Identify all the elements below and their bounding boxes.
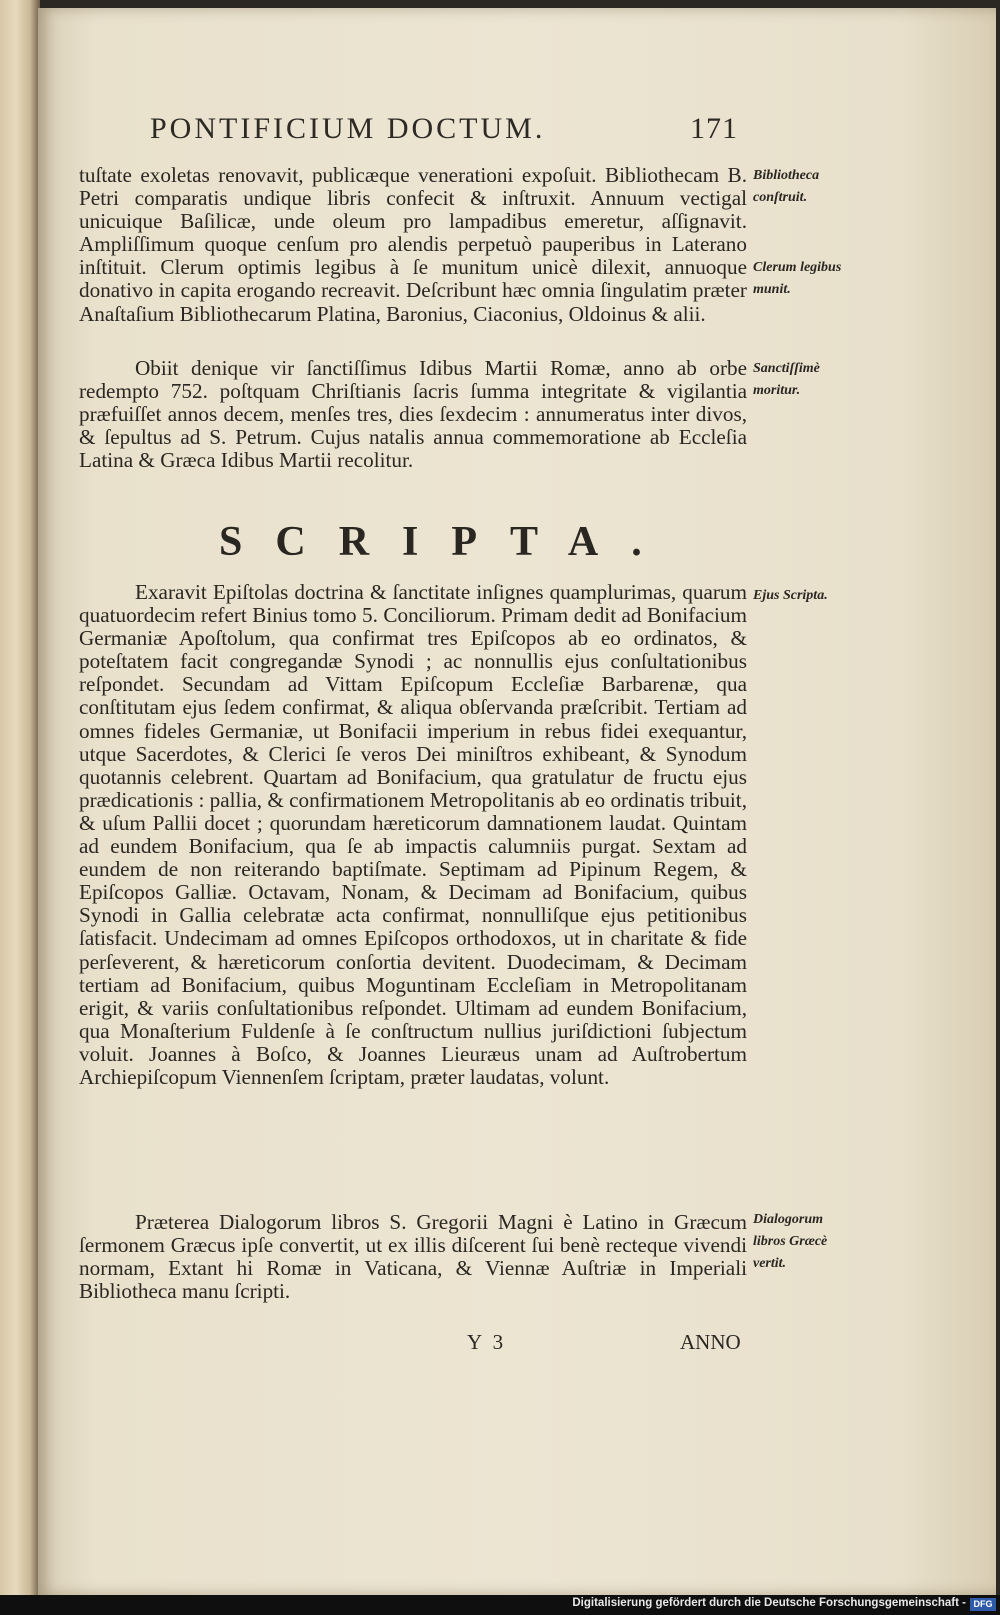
marginal-note-library: Bibliotheca conſtruit.	[753, 168, 820, 205]
paragraph-death: Obiit denique vir ſanctiſſimus Idibus Martii Romæ, anno ab orbe redempto 752. poſtquam Chriſtianis ſacris ſumma integritate & vigilantia præfuiſſet annos decem, menſes tres, dies ſexdecim : annumeratus inter divos, & ſepultus ad S. Petrum. Cujus natalis annua commemoratione ab Eccleſia Latina & Græca Idibus Martii recolitur.	[79, 356, 747, 473]
previous-page-edge	[0, 0, 40, 1595]
running-title: PONTIFICIUM DOCTUM.	[150, 112, 546, 145]
marginal-note-dialogues: Dialogorum libros Græcè vertit.	[753, 1212, 828, 1271]
digitization-footer	[0, 1595, 1000, 1615]
paragraph-dialogues: Præterea Dialogorum libros S. Gregorii Magni è Latino in Græcum ſermonem Græcus ipſe convertit, ut ex illis diſcerent ſui benè recteque vivendi normam, Extant hi Romæ in Vaticana, & Viennæ Auſtriæ in Imperiali Bibliotheca manu ſcripti.	[79, 1210, 747, 1304]
paragraph-epistles: Exaravit Epiſtolas doctrina & ſanctitate inſignes quamplurimas, quarum quatuordecim refert Binius tomo 5. Conciliorum. Primam dedit ad Bonifacium Germaniæ Apoſtolum, qua confirmat tres Epiſcopos ab eo ordinatos, & poteſtatem facit congregandæ Synodi ; ac nonnullis ejus conſultationibus reſpondet. Secundam ad Vittam Epiſcopum Eccleſiæ Barbarenæ, qua conſtitutam ejus ſedem confirmat, & aliqua obſervanda præſcribit. Tertiam ad omnes fideles Germaniæ, ut Bonifacii imperium in rebus fidei exequantur, utque Sacerdotes, & Clerici ſe veros Dei miniſtros exhibeant, & Synodum quotannis celebrent. Quartam ad Bonifacium, qua gratulatur de fructu ejus prædicationis : pallia, & confirmationem Metropolitanis ab eo ordinatis tribuit, & uſum Pallii docet ; quorundam hæreticorum damnationem laudat. Quintam ad eundem Bonifacium, qua ſe ab impactis calumniis purgat. Sextam ad eundem de non reiterando baptiſmate. Septimam ad Pipinum Regem, & Epiſcopos Galliæ. Octavam, Nonam, & Decimam ad Bonifacium, quibus Synodi in Gallia celebratæ acta confirmat, nonnulliſque ejus petitionibus ſatisfacit. Undecimam ad omnes Epiſcopos orthodoxos, ut in charitate & fide perſeverent, & hæreticorum conſortia devitent. Duodecimam, & Decimam tertiam ad Bonifacium, quibus Moguntinam Eccleſiam in Metropolitanam erigit, & variis conſultationibus reſpondet. Ultimam ad eundem Bonifacium, qua Monaſterium Fuldenſe à ſe conſtructum nullius juriſdictioni ſubjectum voluit. Joannes à Boſco, & Joannes Lieuræus unam ad Auſtrobertum Archiepiſcopum Viennenſem ſcriptam, præter laudatas, volunt.	[79, 580, 747, 1089]
marginal-note-writings: Ejus Scripta.	[753, 588, 828, 603]
signature-mark: Y 3	[467, 1330, 507, 1354]
page-number: 171	[690, 112, 738, 145]
dfg-logo: DFG	[970, 1598, 996, 1611]
funding-credit: Digitalisierung gefördert durch die Deutsche Forschungsgemeinschaft -	[572, 1597, 966, 1609]
catchword: ANNO	[680, 1330, 741, 1354]
section-heading-scripta: SCRIPTA.	[219, 519, 675, 565]
marginal-note-death: Sanctiſſimè moritur.	[753, 361, 820, 398]
marginal-note-clergy: Clerum legibus munit.	[753, 260, 842, 297]
paragraph-library: tuſtate exoletas renovavit, publicæque venerationi expoſuit. Bibliothecam B. Petri comparatis undique libris confecit & inſtruxit. Annuum vectigal unicuique Baſilicæ, unde oleum pro lampadibus emeretur, aſſignavit. Ampliſſimum quoque cenſum pro alendis perpetuò pauperibus in Laterano inſtituit. Clerum optimis legibus à ſe munitum unicè dilexit, annuoque donativo in capita erogando recreavit. Deſcribunt hæc omnia ſingulatim præter Anaſtaſium Bibliothecarum Platina, Baronius, Ciaconius, Oldoinus & alii.	[79, 163, 747, 326]
